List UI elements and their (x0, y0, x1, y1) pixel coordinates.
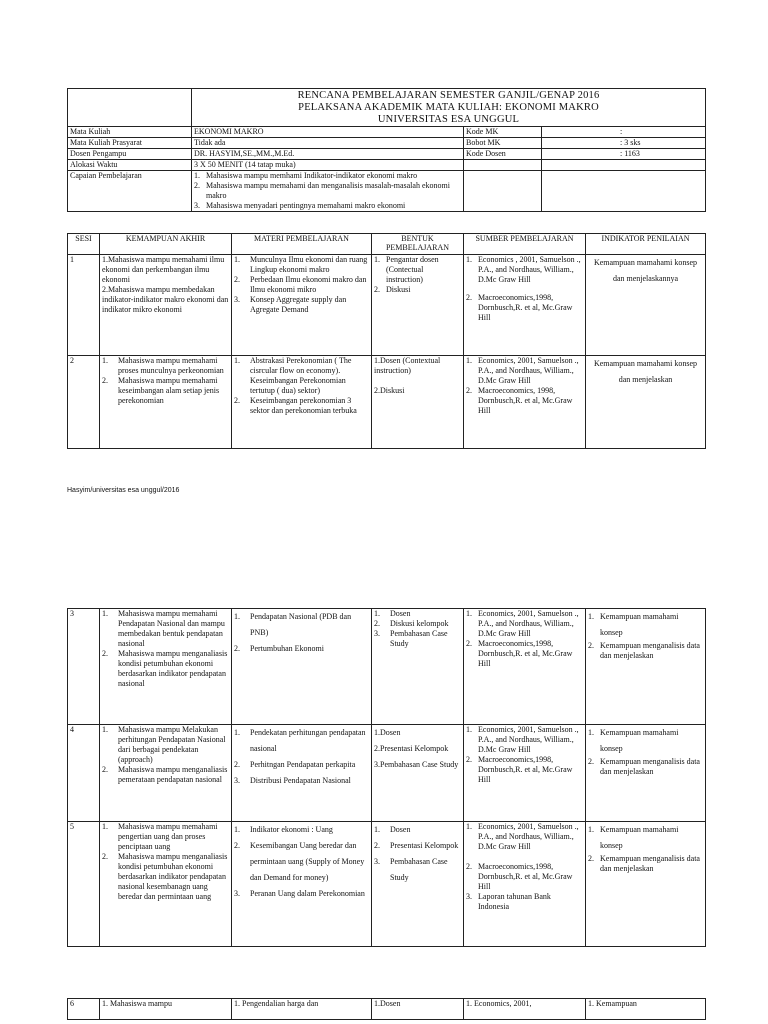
bobot-value: : 3 sks (542, 138, 706, 149)
indikator-cell: 1. Kemampuan (586, 999, 706, 1020)
materi-cell: 1. Munculnya Ilmu ekonomi dan ruang Lingkup ekonomi makro 2. Perbedaan Ilmu ekonomi makro dan Ilmu ekonomi mikro 3. Konsep Aggregate supply dan Agregate Demand (232, 255, 372, 356)
table-row (68, 609, 706, 725)
mata-kuliah-value: EKONOMI MAKRO (192, 127, 464, 138)
prasyarat-label: Mata Kuliah Prasyarat (68, 138, 192, 149)
col-header-sumber: SUMBER PEMBELAJARAN (464, 234, 586, 255)
kemampuan-cell: 1. Mahasiswa mampu Melakukan perhitungan Pendapatan Nasional dari berbagai pendekatan (approach) 2. Mahasiswa mampu menganaliasis pemerataan pendapatan nasional (100, 725, 232, 822)
alokasi-value: 3 X 50 MENIT (14 tatap muka) (192, 160, 464, 171)
indikator-cell: 1. Kemampuan mamahami konsep 2. Kemampuan menganalisis data dan menjelaskan (586, 609, 706, 725)
kemampuan-cell: 1. Mahasiswa mampu memahami proses munculnya perkeonomian 2. Mahasiswa mampu memahami keseimbangan alam setiap jenis perekonomian (100, 356, 232, 449)
bentuk-cell: 1.Dosen 2.Presentasi Kelompok 3.Pembahasan Case Study (372, 725, 464, 822)
kemampuan-cell: 1. Mahasiswa mampu memahami Pendapatan Nasional dan mampu membedakan bentuk pendapatan nasional 2. Mahasiswa mampu menganaliasis kondisi petumbuhan ekonomi berdasarkan indikator pendapatan nasional (100, 609, 232, 725)
table-row (68, 356, 706, 449)
table-header-row (68, 234, 706, 255)
kode-mk-label: Kode MK (464, 127, 542, 138)
col-header-indikator: INDIKATOR PENILAIAN (586, 234, 706, 255)
sumber-cell: 1. Economics, 2001, (464, 999, 586, 1020)
header-blank-cell (68, 89, 192, 127)
footer-note: Hasyim/universitas esa unggul/2016 (67, 487, 180, 494)
alokasi-label: Alokasi Waktu (68, 160, 192, 171)
sesi-cell: 6 (68, 999, 100, 1020)
sumber-cell: 1. Economics , 2001, Samuelson ., P.A., and Nordhaus, William., D.Mc Graw Hill 2. Macroeconomics,1998, Dornbusch,R. et al, Mc.Graw Hill (464, 255, 586, 356)
sesi-cell: 2 (68, 356, 100, 449)
materi-cell: 1. Pendapatan Nasional (PDB dan PNB) 2. Pertumbuhan Ekonomi (232, 609, 372, 725)
bentuk-cell: 1.Dosen (Contextual instruction) 2.Diskusi (372, 356, 464, 449)
mata-kuliah-label: Mata Kuliah (68, 127, 192, 138)
materi-cell: 1. Indikator ekonomi : Uang 2. Kesemibangan Uang beredar dan permintaan uang (Supply of Money dan Demand for money) 3. Peranan Uang dalam Perekonomian (232, 822, 372, 947)
kemampuan-cell: 1. Mahasiswa mampu (100, 999, 232, 1020)
materi-cell: 1. Pengendalian harga dan (232, 999, 372, 1020)
bentuk-cell: 1. Pengantar dosen (Contectual instruction) 2. Diskusi (372, 255, 464, 356)
bentuk-cell: 1. Dosen 2. Presentasi Kelompok 3. Pembahasan Case Study (372, 822, 464, 947)
sumber-cell: 1. Economics, 2001, Samuelson ., P.A., and Nordhaus, William., D.Mc Graw Hill 2. Macroeconomics,1998, Dornbusch,R. et al, Mc.Graw Hill (464, 725, 586, 822)
sumber-cell: 1. Economics, 2001, Samuelson ., P.A., and Nordhaus, William., D.Mc Graw Hill 2. Macroeconomics,1998, Dornbusch,R. et al, Mc.Graw Hill (464, 609, 586, 725)
capaian-label: Capaian Pembelajaran (68, 171, 192, 212)
bentuk-cell: 1. Dosen 2. Diskusi kelompok 3. Pembahasan Case Study (372, 609, 464, 725)
kode-dosen-value: : 1163 (542, 149, 706, 160)
rps-table-continued (67, 608, 706, 947)
kode-dosen-label: Kode Dosen (464, 149, 542, 160)
prasyarat-value: Tidak ada (192, 138, 464, 149)
title-line-1: RENCANA PEMBELAJARAN SEMESTER GANJIL/GENAP 2016 (297, 90, 600, 101)
table-row (68, 999, 706, 1020)
indikator-cell: 1. Kemampuan mamahami konsep 2. Kemampuan menganalisis data dan menjelaskan (586, 725, 706, 822)
materi-cell: 1. Abstrakasi Perekonomian ( The cisrcular flow on economy). Keseimbangan Perekonomian tertutup ( dua) sektor) 2. Keseimbangan perekonomian 3 sektor dan perekonomian terbuka (232, 356, 372, 449)
table-row (68, 255, 706, 356)
indikator-cell: Kemampuan mamahami konsep dan menjelaskan (586, 356, 706, 449)
title-line-2: PELAKSANA AKADEMIK MATA KULIAH: EKONOMI MAKRO (298, 102, 599, 113)
title-line-3: UNIVERSITAS ESA UNGGUL (377, 114, 520, 125)
kemampuan-cell: 1.Mahasiswa mampu memahami ilmu ekonomi dan perkembangan ilmu ekonomi 2.Mahasiswa mampu membedakan indikator-indikator makro ekonomi dan indikator mikro ekonomi (100, 255, 232, 356)
sesi-cell: 4 (68, 725, 100, 822)
indikator-cell: 1. Kemampuan mamahami konsep 2. Kemampuan menganalisis data dan menjelaskan (586, 822, 706, 947)
sesi-cell: 5 (68, 822, 100, 947)
document-title (192, 89, 706, 127)
bentuk-cell: 1.Dosen (372, 999, 464, 1020)
capaian-list (192, 171, 464, 212)
course-header-table (67, 88, 706, 212)
col-header-bentuk: BENTUK PEMBELAJARAN (372, 234, 464, 255)
kode-mk-value: : (542, 127, 706, 138)
indikator-cell: Kemampuan mamahami konsep dan menjelaskannya (586, 255, 706, 356)
bobot-label: Bobot MK (464, 138, 542, 149)
rps-table (67, 233, 706, 449)
kemampuan-cell: 1. Mahasiswa mampu memahami pengertian uang dan proses penciptaan uang 2. Mahasiswa mampu menganaliasis kondisi petumbuhan ekonomi berdasarkan indikator pendapatan nasional kesembanagn uang beredar dan permintaan uang (100, 822, 232, 947)
rps-table-continued-2 (67, 998, 706, 1020)
sesi-cell: 3 (68, 609, 100, 725)
sesi-cell: 1 (68, 255, 100, 356)
sumber-cell: 1. Economics, 2001, Samuelson ., P.A., and Nordhaus, William., D.Mc Graw Hill 2. Macroeconomics, 1998, Dornbusch,R. et al, Mc.Graw Hill (464, 356, 586, 449)
materi-cell: 1. Pendekatan perhitungan pendapatan nasional 2. Perhitngan Pendapatan perkapita 3. Distribusi Pendapatan Nasional (232, 725, 372, 822)
sumber-cell: 1. Economics, 2001, Samuelson ., P.A., and Nordhaus, William., D.Mc Graw Hill 2. Macroeconomics,1998, Dornbusch,R. et al, Mc.Graw Hill 3. Laporan tahunan Bank Indonesia (464, 822, 586, 947)
col-header-kemampuan: KEMAMPUAN AKHIR (100, 234, 232, 255)
table-row (68, 725, 706, 822)
capaian-item: 1. Mahasiswa mampu memhami Indikator-indikator ekonomi makro (194, 171, 418, 180)
col-header-materi: MATERI PEMBELAJARAN (232, 234, 372, 255)
table-row (68, 822, 706, 947)
capaian-item: 2. Mahasiswa mampu memahami dan menganalisis masalah-masalah ekonomi makro (194, 181, 450, 200)
capaian-item: 3. Mahasiswa menyadari pentingnya memahami makro ekonomi (194, 201, 406, 210)
col-header-sesi: SESI (68, 234, 100, 255)
dosen-label: Dosen Pengampu (68, 149, 192, 160)
dosen-value: DR. HASYIM,SE.,MM.,M.Ed. (192, 149, 464, 160)
